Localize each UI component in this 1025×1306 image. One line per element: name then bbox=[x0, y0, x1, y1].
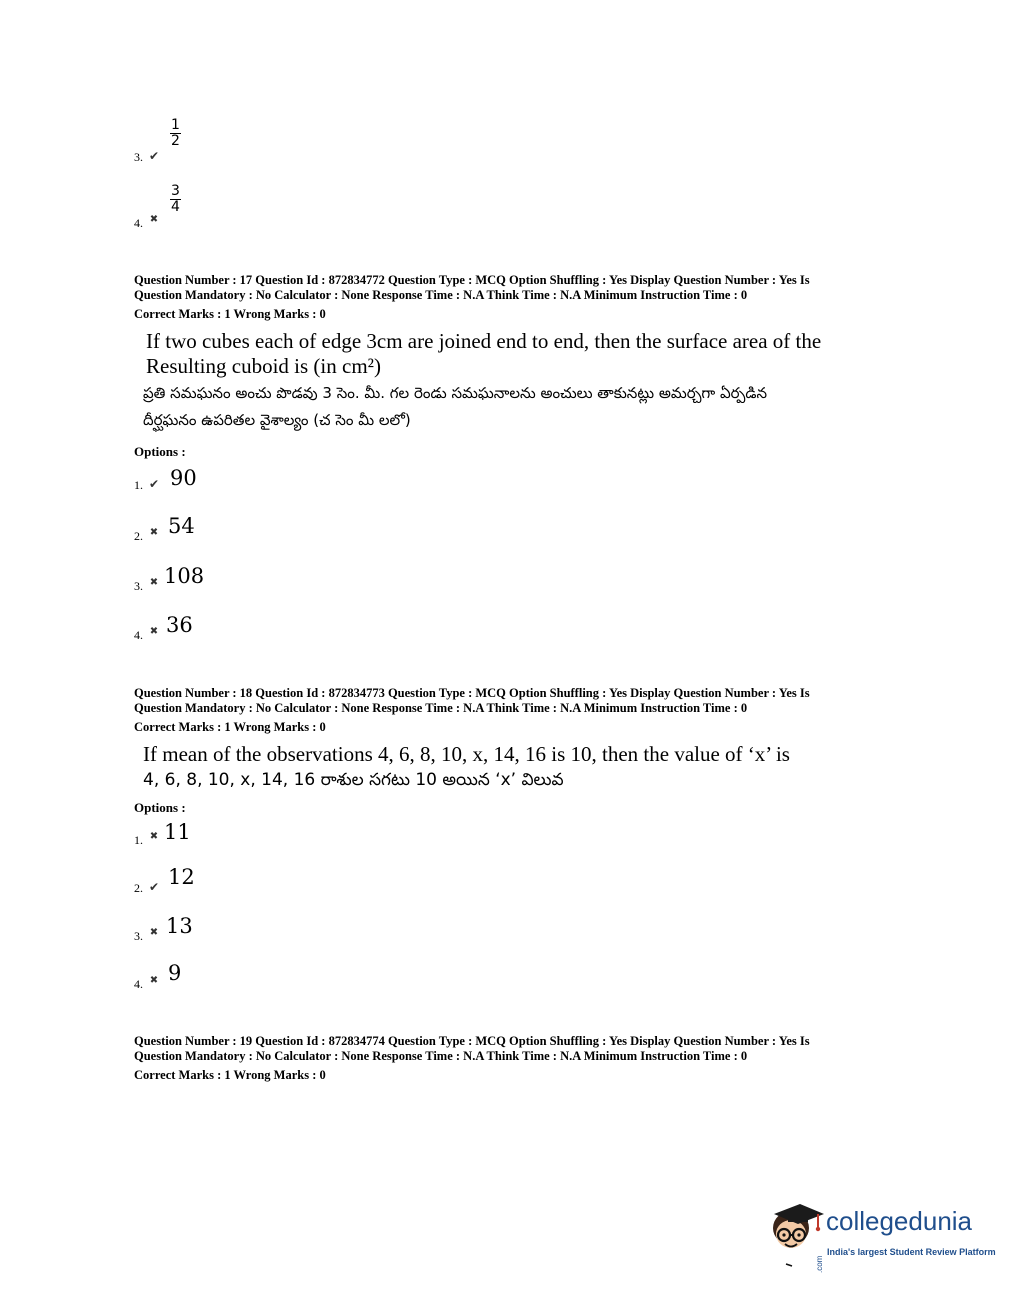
q18-option-1 bbox=[134, 820, 334, 850]
wrong-cross-icon: ✖ bbox=[149, 527, 159, 538]
option-value: 12 bbox=[168, 865, 195, 889]
fraction-option bbox=[170, 118, 181, 149]
q18-text-te: 4, 6, 8, 10, x, 14, 16 రాశుల సగటు 10 అయిన ‘x’ విలువ bbox=[143, 770, 564, 790]
option-number: 3. bbox=[134, 579, 143, 593]
option-value: 13 bbox=[166, 914, 193, 938]
correct-tick-icon: ✔ bbox=[148, 880, 160, 894]
q18-option-2 bbox=[134, 865, 334, 895]
option-number: 2. bbox=[134, 881, 143, 895]
option-number: 3. bbox=[134, 929, 143, 943]
option-value: 36 bbox=[166, 613, 193, 637]
fraction-denominator: 2 bbox=[171, 133, 180, 149]
q17-meta-line-2: Question Mandatory : No Calculator : None Response Time : N.A Think Time : N.A Minimum Instruction Time : 0 bbox=[134, 288, 748, 302]
q19-meta-line-2: Question Mandatory : No Calculator : None Response Time : N.A Think Time : N.A Minimum Instruction Time : 0 bbox=[134, 1049, 748, 1063]
wrong-cross-icon: ✖ bbox=[149, 214, 159, 225]
wrong-cross-icon: ✖ bbox=[149, 927, 159, 938]
q17-meta-line-1: Question Number : 17 Question Id : 872834772 Question Type : MCQ Option Shuffling : Yes Display Question Number : Yes Is bbox=[134, 273, 810, 287]
q17-option-2 bbox=[134, 514, 334, 544]
wrong-cross-icon: ✖ bbox=[149, 626, 159, 637]
fraction-numerator: 1 bbox=[171, 117, 180, 133]
q18-text-en: If mean of the observations 4, 6, 8, 10, x, 14, 16 is 10, then the value of ‘x’ is bbox=[143, 742, 790, 766]
q19-meta-line-1: Question Number : 19 Question Id : 872834774 Question Type : MCQ Option Shuffling : Yes Display Question Number : Yes Is bbox=[134, 1034, 810, 1048]
option-value: 9 bbox=[168, 961, 182, 985]
wrong-cross-icon: ✖ bbox=[149, 831, 159, 842]
q17-text-en-2: Resulting cuboid is (in cm²) bbox=[146, 354, 381, 378]
option-number: 4. bbox=[134, 216, 143, 230]
logo-tagline: India's largest Student Review Platform bbox=[827, 1247, 996, 1257]
correct-tick-icon: ✔ bbox=[148, 149, 160, 163]
q17-text-en-1: If two cubes each of edge 3cm are joined end to end, then the surface area of the bbox=[146, 329, 822, 353]
wrong-cross-icon: ✖ bbox=[149, 975, 159, 986]
q18-option-4 bbox=[134, 961, 334, 991]
q17-option-4 bbox=[134, 613, 334, 643]
logo-name: collegedunia bbox=[826, 1206, 973, 1236]
option-value: 108 bbox=[164, 564, 205, 588]
q17-text-te-2: దీర్ఘఘనం ఉపరితల వైశాల్యం (చ సెం మీ లలో) bbox=[143, 411, 411, 429]
option-number: 1. bbox=[134, 478, 143, 492]
option-number: 2. bbox=[134, 529, 143, 543]
q18-meta-line-2: Question Mandatory : No Calculator : None Response Time : N.A Think Time : N.A Minimum Instruction Time : 0 bbox=[134, 701, 748, 715]
q17-marks: Correct Marks : 1 Wrong Marks : 0 bbox=[134, 307, 326, 321]
fraction-denominator: 4 bbox=[171, 199, 180, 215]
q17-option-1 bbox=[134, 466, 334, 496]
option-value: 90 bbox=[170, 466, 197, 490]
q17-text-te-1: ప్రతి సమఘనం అంచు పొడవు 3 సెం. మీ. గల రెండు సమఘనాలను అంచులు తాకునట్లు అమర్చగా ఏర్పడిన bbox=[143, 384, 767, 402]
q17-options-label: Options : bbox=[134, 444, 186, 459]
option-number: 1. bbox=[134, 833, 143, 847]
fraction-numerator: 3 bbox=[171, 183, 180, 199]
q18-meta-line-1: Question Number : 18 Question Id : 872834773 Question Type : MCQ Option Shuffling : Yes Display Question Number : Yes Is bbox=[134, 686, 810, 700]
wrong-cross-icon: ✖ bbox=[149, 577, 159, 588]
q17-option-3 bbox=[134, 564, 334, 594]
logo-suffix: .com bbox=[815, 1255, 824, 1273]
q18-marks: Correct Marks : 1 Wrong Marks : 0 bbox=[134, 720, 326, 734]
option-number: 3. bbox=[134, 150, 143, 164]
logo-wordmark bbox=[815, 1206, 996, 1273]
q19-marks: Correct Marks : 1 Wrong Marks : 0 bbox=[134, 1068, 326, 1082]
q18-option-3 bbox=[134, 914, 334, 944]
option-value: 11 bbox=[164, 820, 191, 844]
fraction-option bbox=[170, 184, 181, 215]
q18-options-label: Options : bbox=[134, 800, 186, 815]
correct-tick-icon: ✔ bbox=[148, 477, 160, 491]
option-number: 4. bbox=[134, 628, 143, 642]
option-number: 4. bbox=[134, 977, 143, 991]
option-value: 54 bbox=[168, 514, 195, 538]
collegedunia-logo bbox=[766, 1198, 996, 1273]
